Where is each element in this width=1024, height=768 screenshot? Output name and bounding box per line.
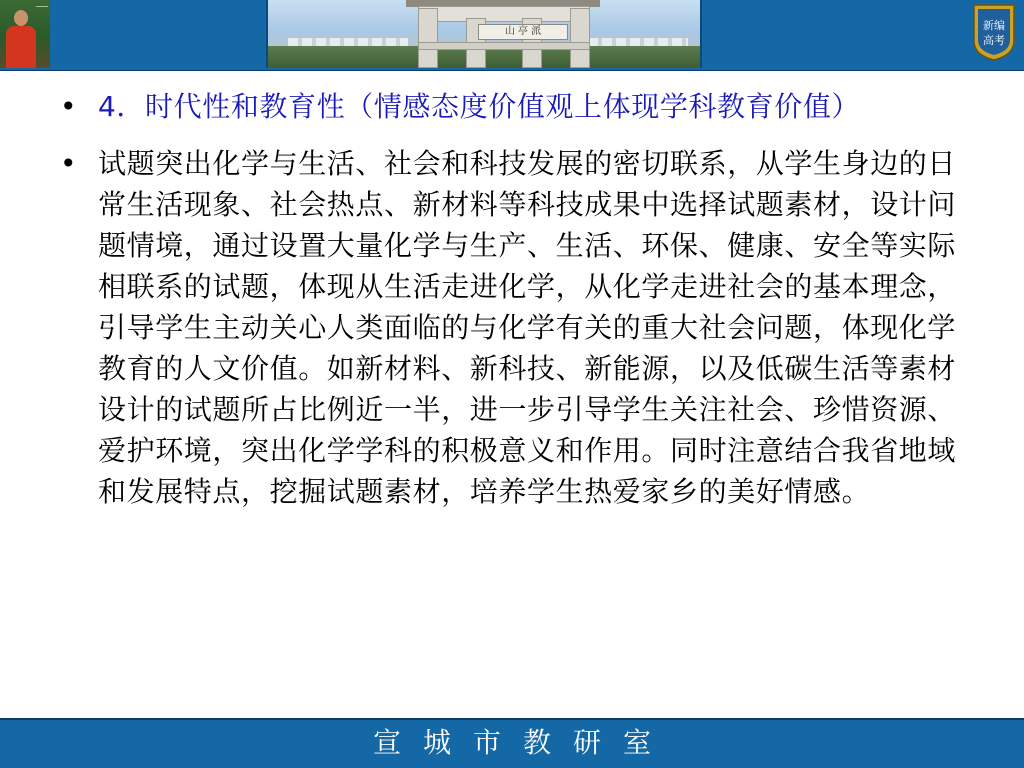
bullet-body xyxy=(50,143,980,512)
teacher-photo xyxy=(0,0,50,68)
campus-archway-photo xyxy=(268,0,700,68)
footer-institution-name: 宣城市教研室 xyxy=(372,726,673,759)
svg-text:新编: 新编 xyxy=(983,19,1005,32)
bullet-heading xyxy=(50,86,980,127)
footer-bar xyxy=(0,718,1024,768)
svg-text:高考: 高考 xyxy=(983,34,1005,47)
header-divider xyxy=(700,0,702,68)
header-banner xyxy=(0,0,1024,71)
header-divider xyxy=(266,0,268,68)
slide-content xyxy=(50,86,980,528)
bullet-icon: • xyxy=(60,147,78,180)
archway-plaque: 山 亭 派 xyxy=(478,24,568,40)
body-text: 试题突出化学与生活、社会和科技发展的密切联系，从学生身边的日常生活现象、社会热点、新材料等科技成果中选择试题素材，设计问题情境，通过设置大量化学与生产、生活、环保、健康、安全等实际相联系的试题，体现从生活走进化学，从化学走进社会的基本理念，引导学生主动关心人类面临的与化学有关的重大社会问题，体现化学教育的人文价值。如新材料、新科技、新能源，以及低碳生活等素材设计的试题所占比例近一半，进一步引导学生关注社会、珍惜资源、爱护环境，突出化学学科的积极意义和作用。同时注意结合我省地域和发展特点，挖掘试题素材，培养学生热爱家乡的美好情感。 xyxy=(98,147,957,508)
heading-text: 4．时代性和教育性（情感态度价值观上体现学科教育价值） xyxy=(98,90,861,123)
school-emblem-logo xyxy=(972,3,1016,61)
bullet-icon: • xyxy=(60,90,78,123)
